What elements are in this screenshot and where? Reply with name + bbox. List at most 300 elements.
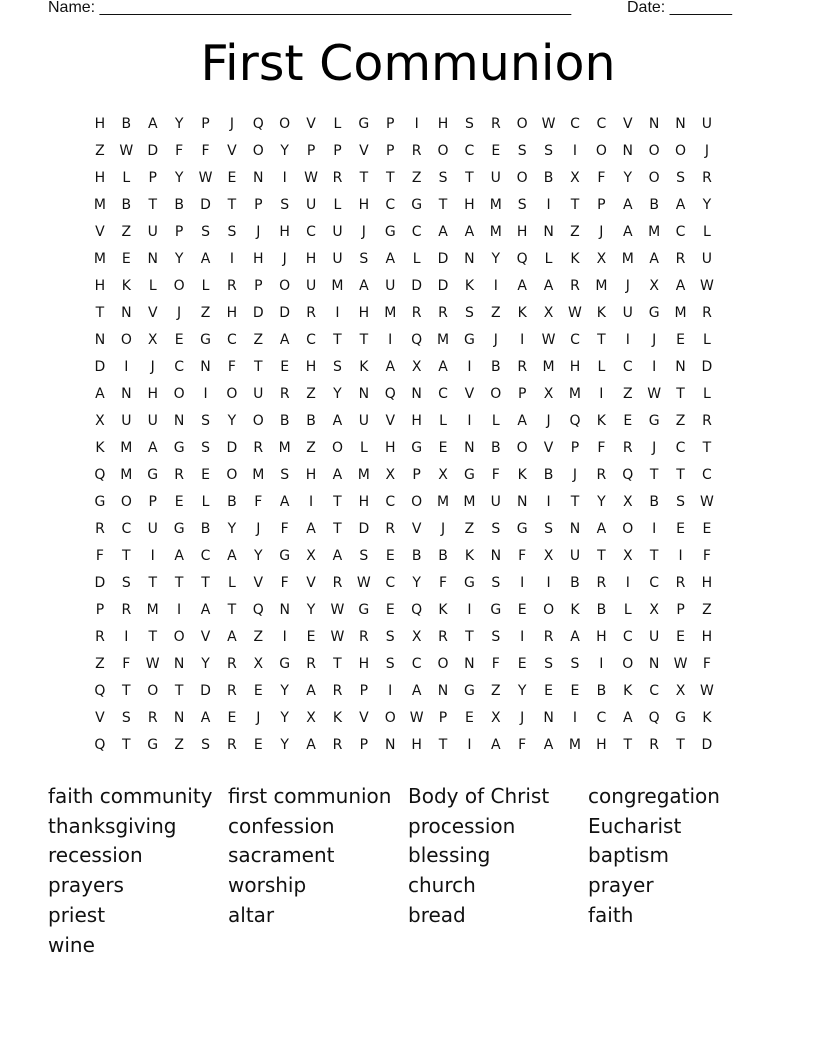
grid-row <box>96 680 729 707</box>
grid-letter: H <box>411 737 423 753</box>
grid-letter: Z <box>306 440 317 456</box>
grid-letter: A <box>517 278 528 294</box>
grid-letter: I <box>625 332 631 348</box>
grid-letter: C <box>622 629 634 645</box>
grid-letter: O <box>173 629 186 645</box>
grid-letter: H <box>279 224 291 240</box>
grid-letter: A <box>622 224 634 240</box>
date-field-label: Date: _______ <box>627 0 732 16</box>
grid-letter: A <box>464 224 475 240</box>
grid-letter: E <box>676 332 686 348</box>
grid-row <box>96 599 729 626</box>
grid-letter: G <box>173 521 186 537</box>
grid-letter: D <box>358 521 370 537</box>
grid-letter: E <box>280 359 290 375</box>
grid-letter: H <box>94 170 106 186</box>
grid-letter: T <box>148 575 158 591</box>
grid-letter: X <box>411 629 422 645</box>
grid-letter: X <box>543 386 554 402</box>
grid-letter: U <box>490 170 502 186</box>
grid-letter: S <box>280 467 290 483</box>
grid-letter: S <box>385 629 396 645</box>
grid-letter: D <box>437 251 449 267</box>
grid-letter: S <box>464 305 475 321</box>
grid-row <box>93 194 729 221</box>
grid-letter: G <box>463 467 476 483</box>
grid-letter: M <box>436 332 450 348</box>
grid-letter: W <box>198 170 213 186</box>
grid-letter: K <box>121 278 132 294</box>
grid-letter: E <box>174 494 185 510</box>
grid-letter: O <box>543 602 555 618</box>
grid-letter: B <box>491 359 502 375</box>
word-list-item: procession <box>408 813 516 838</box>
grid-letter: M <box>331 278 344 294</box>
grid-letter: E <box>491 143 501 159</box>
grid-letter: S <box>464 116 475 132</box>
grid-letter: T <box>623 737 633 753</box>
grid-letter: B <box>438 548 449 564</box>
grid-row <box>96 275 729 302</box>
grid-row <box>96 572 729 599</box>
grid-letter: A <box>596 521 607 537</box>
grid-letter: J <box>520 710 525 726</box>
grid-letter: O <box>279 278 291 294</box>
grid-letter: Y <box>174 116 184 132</box>
grid-letter: Y <box>280 143 290 159</box>
grid-letter: O <box>437 143 450 159</box>
grid-letter: E <box>438 440 448 456</box>
grid-letter: K <box>95 440 106 456</box>
grid-letter: G <box>463 575 476 591</box>
grid-letter: M <box>568 737 582 753</box>
grid-letter: R <box>675 575 686 591</box>
grid-letter: H <box>411 413 423 429</box>
word-list-item: priest <box>48 902 106 927</box>
grid-letter: Q <box>94 467 106 483</box>
grid-letter: R <box>543 629 554 645</box>
grid-letter: R <box>227 656 238 672</box>
grid-letter: N <box>279 602 291 618</box>
grid-letter: T <box>438 737 448 753</box>
grid-letter: Y <box>306 602 316 618</box>
grid-letter: I <box>467 602 472 618</box>
grid-letter: H <box>226 305 238 321</box>
grid-letter: A <box>570 629 581 645</box>
grid-letter: Z <box>253 332 264 348</box>
grid-letter: X <box>543 548 554 564</box>
grid-letter: R <box>596 575 607 591</box>
grid-letter: M <box>93 251 107 267</box>
grid-row <box>96 626 729 653</box>
grid-letter: N <box>385 737 396 753</box>
grid-letter: R <box>306 305 317 321</box>
grid-letter: N <box>543 224 555 240</box>
grid-letter: R <box>570 278 581 294</box>
grid-letter: W <box>700 683 715 699</box>
grid-letter: N <box>622 143 634 159</box>
grid-letter: I <box>124 359 129 375</box>
grid-letter: V <box>543 440 554 456</box>
grid-letter: T <box>385 170 396 186</box>
grid-letter: S <box>517 197 528 213</box>
grid-letter: N <box>411 386 423 402</box>
grid-letter: A <box>200 251 211 267</box>
grid-letter: S <box>544 143 554 159</box>
grid-letter: N <box>464 656 476 672</box>
grid-letter: M <box>542 359 556 375</box>
grid-letter: P <box>95 602 105 618</box>
grid-row <box>96 491 729 518</box>
grid-letter: I <box>678 548 684 564</box>
grid-letter: G <box>200 332 212 348</box>
grid-letter: F <box>122 656 131 672</box>
word-list-item: wine <box>48 932 95 957</box>
grid-letter: M <box>120 440 133 456</box>
grid-letter: E <box>623 413 633 429</box>
grid-letter: R <box>596 467 607 483</box>
grid-letter: R <box>385 521 396 537</box>
grid-letter: C <box>464 143 475 159</box>
grid-letter: R <box>517 359 528 375</box>
grid-letter: R <box>253 440 264 456</box>
grid-letter: E <box>201 467 211 483</box>
grid-letter: B <box>200 521 211 537</box>
grid-letter: I <box>467 413 472 429</box>
grid-letter: K <box>623 683 633 699</box>
grid-letter: A <box>411 683 422 699</box>
grid-letter: X <box>675 683 686 699</box>
grid-letter: G <box>411 197 423 213</box>
grid-letter: J <box>652 440 657 456</box>
grid-letter: O <box>173 278 186 294</box>
grid-letter: R <box>438 629 449 645</box>
grid-letter: I <box>335 305 341 321</box>
grid-row <box>96 545 729 572</box>
grid-letter: R <box>121 602 132 618</box>
grid-letter: H <box>358 197 370 213</box>
grid-letter: L <box>333 197 342 213</box>
grid-letter: W <box>568 305 583 321</box>
grid-letter: F <box>438 575 448 591</box>
grid-letter: C <box>596 710 607 726</box>
grid-letter: G <box>411 440 423 456</box>
grid-letter: J <box>361 224 367 240</box>
grid-letter: M <box>648 224 661 240</box>
grid-letter: D <box>437 278 449 294</box>
grid-letter: Z <box>570 224 581 240</box>
grid-letter: E <box>676 521 686 537</box>
grid-letter: L <box>703 332 712 348</box>
grid-letter: E <box>306 629 316 645</box>
grid-letter: B <box>649 197 660 213</box>
grid-letter: Q <box>516 251 529 267</box>
grid-letter: M <box>252 467 265 483</box>
grid-letter: U <box>332 224 344 240</box>
grid-letter: I <box>546 575 552 591</box>
grid-row <box>96 653 729 680</box>
grid-letter: I <box>520 575 525 591</box>
grid-letter: I <box>150 548 156 564</box>
grid-letter: Q <box>94 683 106 699</box>
grid-letter: K <box>332 710 343 726</box>
grid-letter: K <box>464 278 475 294</box>
word-list-item: faith community <box>48 784 213 808</box>
grid-row <box>96 383 729 410</box>
grid-letter: U <box>305 278 317 294</box>
grid-letter: N <box>543 710 555 726</box>
grid-letter: Y <box>227 413 237 429</box>
grid-letter: R <box>95 629 106 645</box>
grid-letter: C <box>306 224 317 240</box>
grid-letter: R <box>622 440 634 456</box>
grid-letter: E <box>517 602 528 618</box>
page-title: First Communion <box>200 35 616 92</box>
grid-letter: W <box>673 656 688 672</box>
grid-letter: B <box>491 440 502 456</box>
grid-letter: H <box>384 440 396 456</box>
grid-letter: X <box>438 467 449 483</box>
grid-letter: P <box>597 197 607 213</box>
grid-letter: I <box>388 683 393 699</box>
grid-letter: T <box>122 737 132 753</box>
grid-letter: S <box>491 575 501 591</box>
grid-letter: S <box>385 656 396 672</box>
grid-letter: E <box>702 521 712 537</box>
grid-letter: T <box>676 737 686 753</box>
grid-letter: E <box>227 710 237 726</box>
grid-letter: T <box>570 197 580 213</box>
grid-letter: L <box>703 386 712 402</box>
grid-letter: I <box>652 359 657 375</box>
grid-letter: I <box>282 629 288 645</box>
grid-letter: T <box>122 548 132 564</box>
grid-letter: Q <box>569 413 581 429</box>
grid-letter: U <box>147 413 159 429</box>
grid-letter: G <box>279 548 291 564</box>
grid-letter: U <box>121 413 132 429</box>
grid-row <box>96 140 729 167</box>
grid-letter: K <box>570 251 581 267</box>
grid-letter: W <box>409 710 425 726</box>
grid-letter: R <box>490 116 502 132</box>
grid-letter: C <box>675 224 686 240</box>
grid-letter: V <box>359 710 370 726</box>
grid-letter: D <box>147 143 159 159</box>
grid-letter: A <box>438 224 449 240</box>
grid-letter: A <box>95 386 106 402</box>
grid-letter: H <box>305 467 317 483</box>
grid-letter: R <box>332 737 343 753</box>
grid-letter: W <box>541 116 556 132</box>
grid-letter: Z <box>95 143 106 159</box>
grid-letter: T <box>333 656 343 672</box>
grid-letter: V <box>306 116 317 132</box>
grid-row <box>96 329 729 356</box>
grid-letter: I <box>572 710 578 726</box>
grid-letter: I <box>388 332 393 348</box>
grid-letter: N <box>516 494 528 510</box>
grid-letter: J <box>704 143 710 159</box>
grid-letter: Z <box>174 737 185 753</box>
grid-letter: G <box>648 305 661 321</box>
grid-letter: Z <box>702 602 713 618</box>
grid-letter: G <box>675 710 687 726</box>
word-list-item: sacrament <box>228 843 335 868</box>
grid-letter: Y <box>491 251 501 267</box>
word-list-item: bread <box>408 902 466 927</box>
grid-letter: H <box>94 116 106 132</box>
grid-letter: R <box>332 683 343 699</box>
grid-letter: I <box>309 494 314 510</box>
grid-letter: U <box>569 548 581 564</box>
grid-letter: Y <box>333 386 343 402</box>
grid-letter: S <box>676 170 686 186</box>
grid-letter: F <box>597 440 606 456</box>
grid-letter: R <box>675 251 686 267</box>
grid-letter: I <box>599 386 604 402</box>
grid-letter: J <box>652 332 657 348</box>
grid-letter: A <box>279 494 290 510</box>
grid-letter: E <box>676 629 686 645</box>
grid-letter: M <box>595 278 608 294</box>
grid-letter: H <box>358 656 370 672</box>
grid-letter: T <box>201 575 211 591</box>
grid-letter: S <box>201 413 211 429</box>
grid-letter: A <box>306 521 317 537</box>
grid-letter: M <box>489 197 503 213</box>
grid-letter: F <box>518 737 527 753</box>
grid-letter: L <box>439 413 448 429</box>
grid-letter: C <box>385 494 396 510</box>
grid-letter: M <box>489 224 503 240</box>
grid-letter: G <box>173 440 186 456</box>
grid-letter: Q <box>411 602 423 618</box>
grid-letter: R <box>702 305 713 321</box>
grid-letter: A <box>359 278 370 294</box>
grid-letter: P <box>148 170 158 186</box>
grid-letter: J <box>256 224 261 240</box>
grid-letter: U <box>701 251 713 267</box>
grid-letter: J <box>493 332 499 348</box>
grid-letter: N <box>200 359 212 375</box>
grid-letter: O <box>622 656 634 672</box>
grid-letter: I <box>546 494 552 510</box>
grid-letter: O <box>147 683 159 699</box>
grid-letter: M <box>621 251 635 267</box>
grid-letter: R <box>227 737 238 753</box>
grid-letter: X <box>411 359 422 375</box>
grid-letter: A <box>517 413 528 429</box>
grid-letter: E <box>227 170 237 186</box>
grid-letter: W <box>330 602 345 618</box>
grid-letter: N <box>94 332 106 348</box>
grid-letter: R <box>411 305 422 321</box>
grid-letter: O <box>226 467 238 483</box>
grid-letter: A <box>543 737 554 753</box>
grid-letter: Q <box>622 467 634 483</box>
grid-letter: A <box>227 548 238 564</box>
grid-letter: P <box>570 440 580 456</box>
grid-letter: R <box>279 386 291 402</box>
grid-letter: C <box>174 359 185 375</box>
grid-letter: B <box>649 494 660 510</box>
grid-letter: L <box>333 116 342 132</box>
grid-letter: T <box>227 602 237 618</box>
grid-letter: B <box>596 683 607 699</box>
grid-letter: V <box>306 575 317 591</box>
grid-letter: G <box>94 494 106 510</box>
grid-letter: A <box>622 710 634 726</box>
grid-letter: A <box>675 197 686 213</box>
grid-letter: G <box>147 467 159 483</box>
grid-letter: D <box>701 737 713 753</box>
grid-letter: F <box>201 143 211 159</box>
grid-letter: N <box>464 440 476 456</box>
grid-letter: B <box>543 467 554 483</box>
grid-letter: X <box>622 494 634 510</box>
grid-letter: F <box>227 359 237 375</box>
grid-letter: X <box>147 332 159 348</box>
grid-letter: O <box>173 386 186 402</box>
grid-letter: S <box>201 224 211 240</box>
grid-letter: O <box>411 494 423 510</box>
grid-letter: K <box>359 359 369 375</box>
grid-letter: Y <box>174 251 184 267</box>
word-list-item: worship <box>228 873 307 898</box>
grid-letter: O <box>226 386 238 402</box>
grid-letter: F <box>597 170 606 186</box>
grid-letter: A <box>385 251 396 267</box>
grid-letter: O <box>331 440 344 456</box>
grid-letter: X <box>649 602 660 618</box>
grid-letter: J <box>599 224 604 240</box>
grid-row <box>96 113 729 140</box>
grid-letter: X <box>491 710 502 726</box>
grid-letter: T <box>333 494 343 510</box>
grid-letter: Y <box>702 197 712 213</box>
grid-letter: L <box>201 278 210 294</box>
grid-letter: I <box>520 332 525 348</box>
grid-letter: N <box>648 116 660 132</box>
grid-letter: P <box>676 602 686 618</box>
grid-letter: O <box>490 386 502 402</box>
grid-letter: Z <box>306 386 317 402</box>
grid-letter: X <box>385 467 396 483</box>
grid-letter: R <box>227 683 238 699</box>
grid-letter: V <box>147 305 159 321</box>
grid-letter: Y <box>174 170 184 186</box>
word-list <box>48 782 768 960</box>
grid-letter: X <box>596 251 607 267</box>
grid-letter: U <box>332 251 344 267</box>
grid-letter: H <box>596 737 608 753</box>
grid-letter: T <box>465 629 475 645</box>
grid-letter: X <box>306 548 317 564</box>
grid-letter: K <box>517 467 528 483</box>
grid-letter: T <box>597 548 607 564</box>
grid-letter: R <box>147 710 159 726</box>
grid-letter: Z <box>121 224 132 240</box>
grid-letter: R <box>174 467 185 483</box>
grid-letter: A <box>306 683 317 699</box>
grid-letter: O <box>648 170 661 186</box>
grid-letter: A <box>675 278 686 294</box>
grid-letter: A <box>306 737 317 753</box>
grid-letter: G <box>463 332 476 348</box>
grid-letter: Y <box>623 170 633 186</box>
grid-letter: F <box>254 494 263 510</box>
